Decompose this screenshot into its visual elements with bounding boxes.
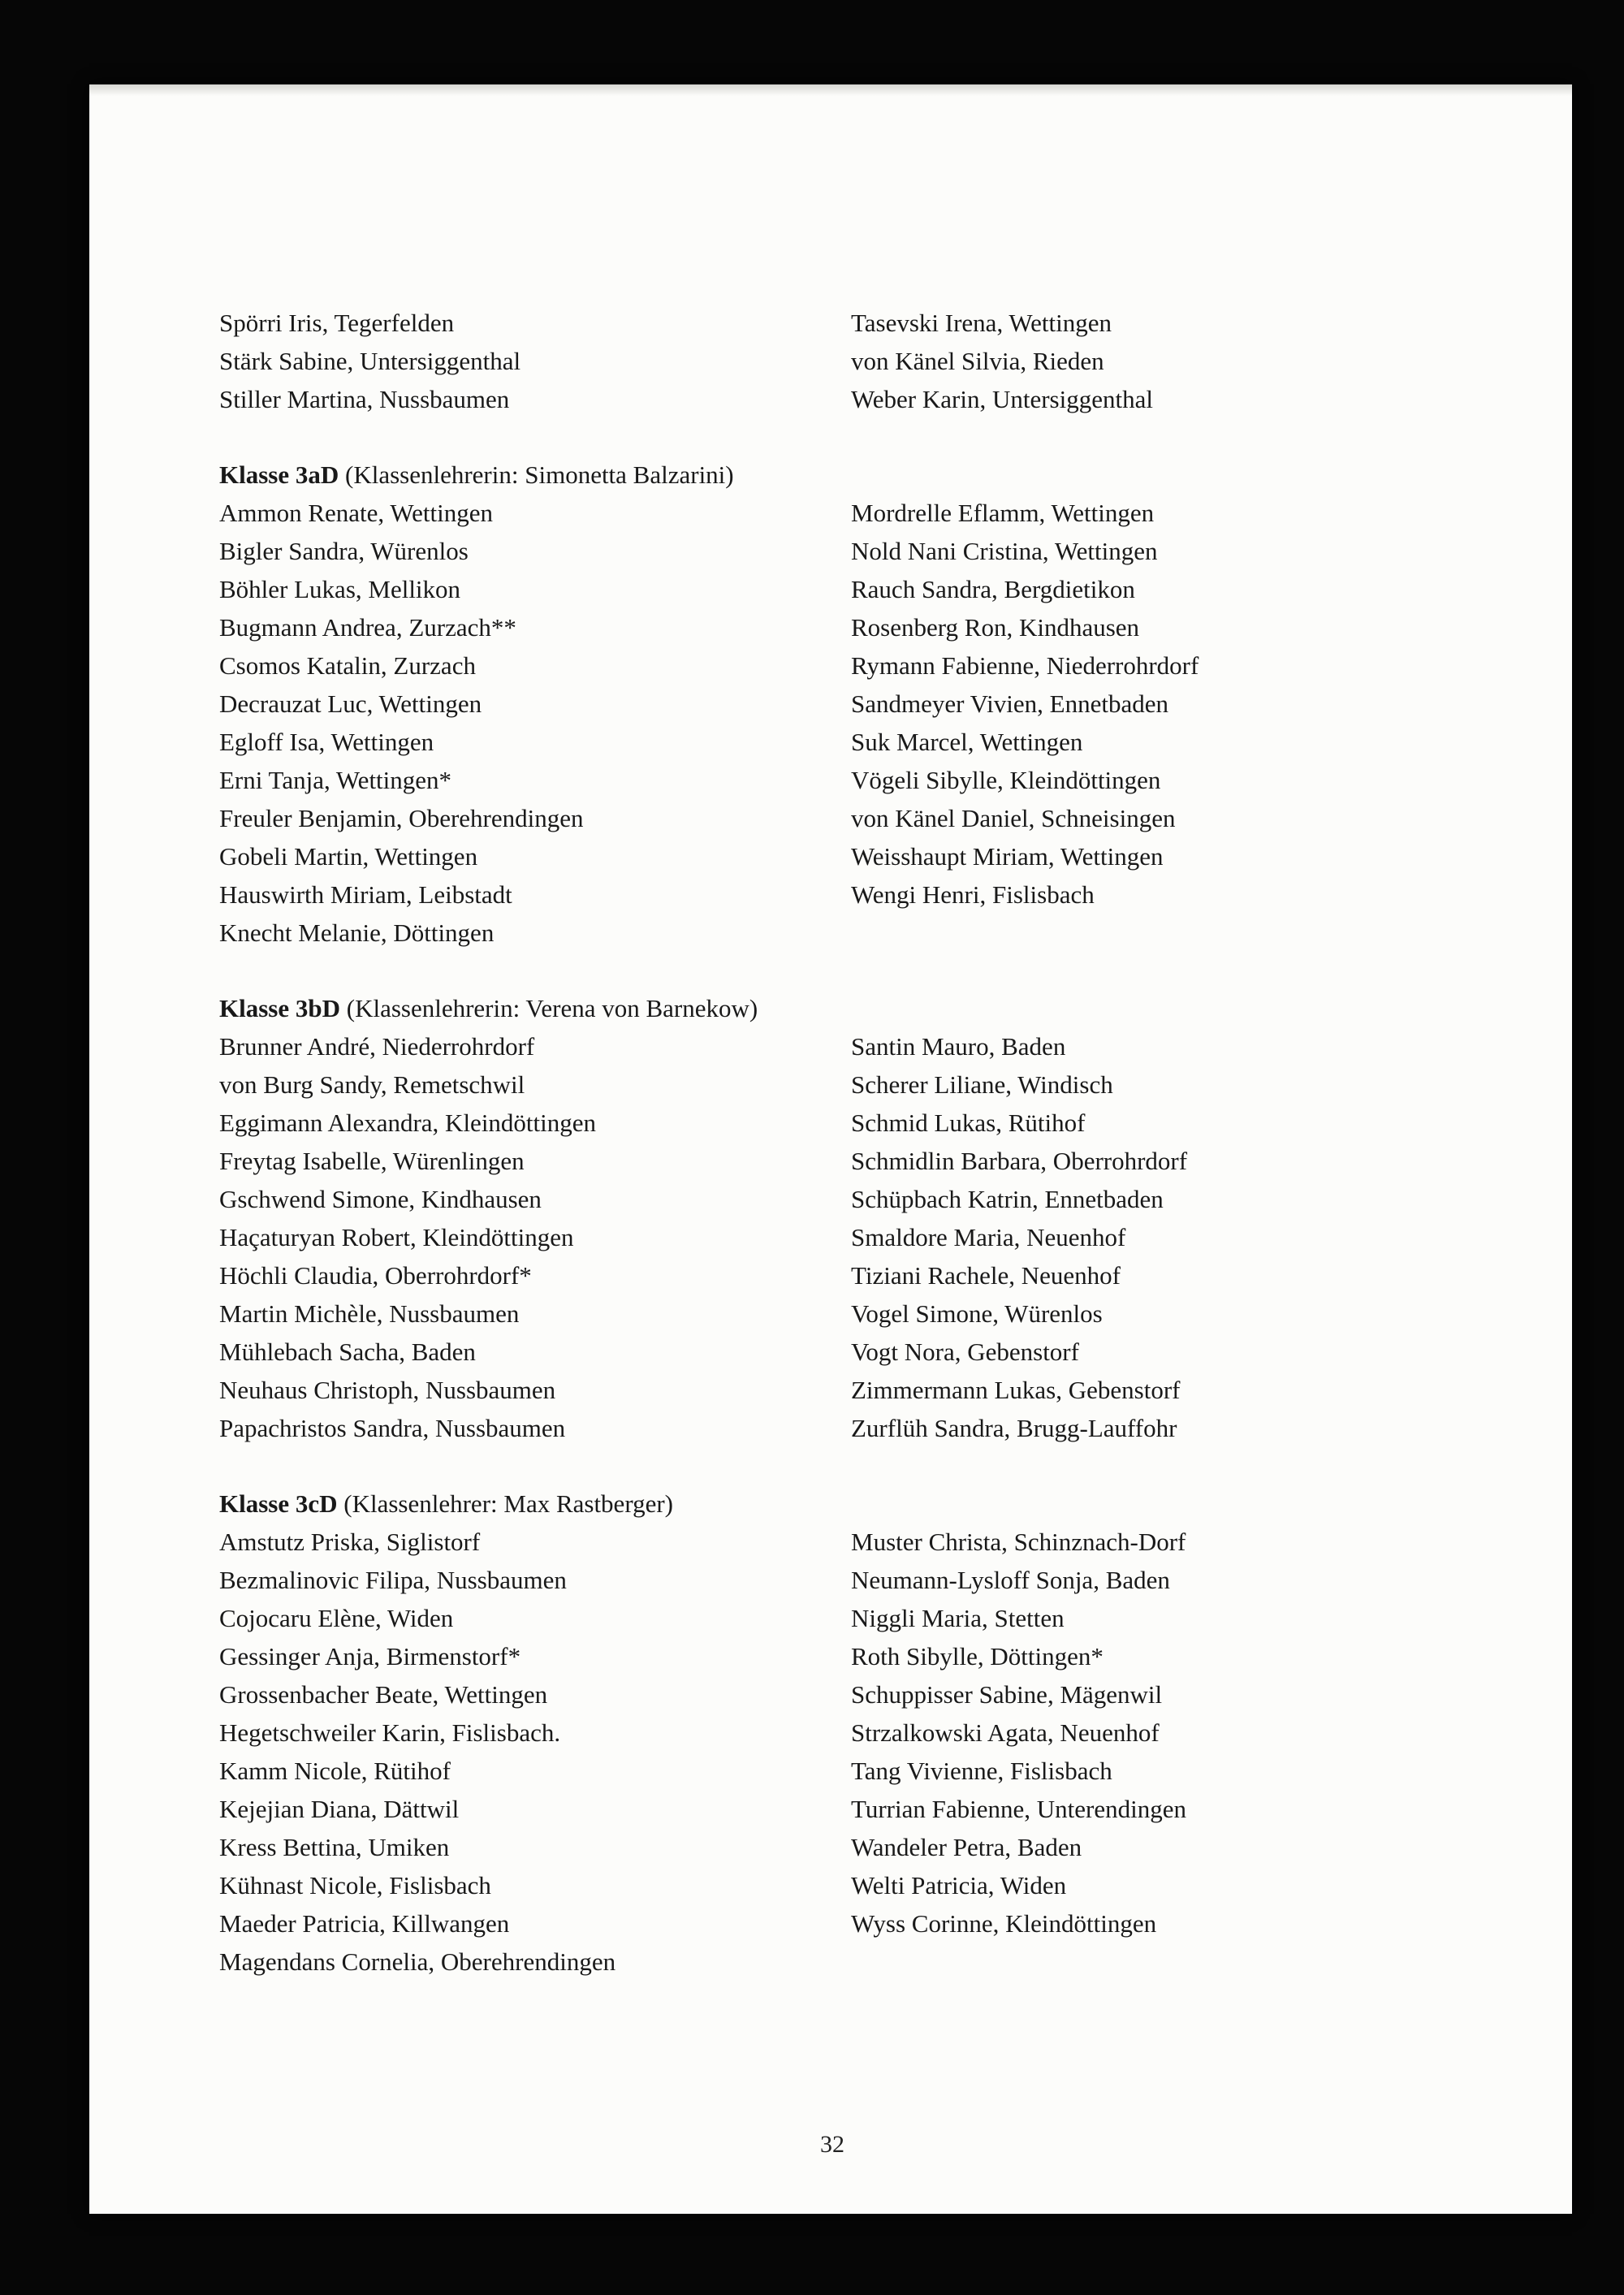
list-item: Mordrelle Eflamm, Wettingen bbox=[851, 499, 1155, 527]
section-header bbox=[219, 989, 1445, 1027]
name-list-column bbox=[219, 1027, 851, 1447]
section-teacher: (Klassenlehrer: Max Rastberger) bbox=[337, 1489, 673, 1518]
list-item: Vogel Simone, Würenlos bbox=[851, 1299, 1103, 1328]
list-item: Rymann Fabienne, Niederrohrdorf bbox=[851, 651, 1199, 680]
list-item: Niggli Maria, Stetten bbox=[851, 1604, 1065, 1632]
name-list-column bbox=[851, 304, 1445, 418]
class-section bbox=[219, 989, 1445, 1447]
section-teacher: (Klassenlehrerin: Simonetta Balzarini) bbox=[339, 460, 734, 489]
name-list-column bbox=[851, 494, 1445, 914]
list-item: Weber Karin, Untersiggenthal bbox=[851, 385, 1153, 413]
list-item: Rauch Sandra, Bergdietikon bbox=[851, 575, 1135, 603]
list-item: Wandeler Petra, Baden bbox=[851, 1833, 1082, 1861]
name-list-column bbox=[851, 1523, 1445, 1943]
list-item: Hauswirth Miriam, Leibstadt bbox=[219, 880, 512, 909]
list-item: Mühlebach Sacha, Baden bbox=[219, 1338, 476, 1366]
list-item: Bugmann Andrea, Zurzach** bbox=[219, 613, 516, 642]
list-item: Kejejian Diana, Dättwil bbox=[219, 1795, 460, 1823]
list-item: Schmidlin Barbara, Oberrohrdorf bbox=[851, 1147, 1188, 1175]
list-item: Zimmermann Lukas, Gebenstorf bbox=[851, 1376, 1181, 1404]
list-item: Bigler Sandra, Würenlos bbox=[219, 537, 469, 565]
list-item: Freytag Isabelle, Würenlingen bbox=[219, 1147, 525, 1175]
list-item: Santin Mauro, Baden bbox=[851, 1032, 1066, 1061]
list-item: Hegetschweiler Karin, Fislisbach. bbox=[219, 1718, 561, 1747]
list-item: Stärk Sabine, Untersiggenthal bbox=[219, 347, 521, 375]
page-content bbox=[219, 304, 1445, 2163]
list-item: Weisshaupt Miriam, Wettingen bbox=[851, 842, 1164, 871]
list-item: Roth Sibylle, Döttingen* bbox=[851, 1642, 1104, 1670]
list-item: Kühnast Nicole, Fislisbach bbox=[219, 1871, 491, 1900]
list-item: Magendans Cornelia, Oberehrendingen bbox=[219, 1947, 616, 1976]
list-item: Nold Nani Cristina, Wettingen bbox=[851, 537, 1158, 565]
list-item: Martin Michèle, Nussbaumen bbox=[219, 1299, 520, 1328]
list-item: Vögeli Sibylle, Kleindöttingen bbox=[851, 766, 1161, 794]
list-item: Wengi Henri, Fislisbach bbox=[851, 880, 1095, 909]
list-item: von Känel Silvia, Rieden bbox=[851, 347, 1104, 375]
list-item: Cojocaru Elène, Widen bbox=[219, 1604, 454, 1632]
name-list-column bbox=[851, 1027, 1445, 1447]
list-item: Böhler Lukas, Mellikon bbox=[219, 575, 461, 603]
list-item: Vogt Nora, Gebenstorf bbox=[851, 1338, 1079, 1366]
list-item: von Känel Daniel, Schneisingen bbox=[851, 804, 1176, 832]
list-item: Schmid Lukas, Rütihof bbox=[851, 1109, 1086, 1137]
name-list-column bbox=[219, 304, 851, 418]
list-item: Tiziani Rachele, Neuenhof bbox=[851, 1261, 1121, 1290]
list-item: Suk Marcel, Wettingen bbox=[851, 728, 1083, 756]
section-columns bbox=[219, 494, 1445, 952]
list-item: Stiller Martina, Nussbaumen bbox=[219, 385, 510, 413]
list-item: Scherer Liliane, Windisch bbox=[851, 1070, 1113, 1099]
document-page bbox=[89, 84, 1572, 2214]
list-item: Papachristos Sandra, Nussbaumen bbox=[219, 1414, 566, 1442]
list-item: Schüpbach Katrin, Ennetbaden bbox=[851, 1185, 1164, 1213]
section-title: Klasse 3bD bbox=[219, 994, 340, 1022]
list-item: Wyss Corinne, Kleindöttingen bbox=[851, 1909, 1157, 1938]
intro-columns bbox=[219, 304, 1445, 418]
list-item: Gschwend Simone, Kindhausen bbox=[219, 1185, 542, 1213]
sections-container bbox=[219, 456, 1445, 1981]
list-item: Erni Tanja, Wettingen* bbox=[219, 766, 452, 794]
list-item: Neuhaus Christoph, Nussbaumen bbox=[219, 1376, 556, 1404]
list-item: Haçaturyan Robert, Kleindöttingen bbox=[219, 1223, 574, 1251]
list-item: Maeder Patricia, Killwangen bbox=[219, 1909, 510, 1938]
list-item: Spörri Iris, Tegerfelden bbox=[219, 309, 455, 337]
list-item: Ammon Renate, Wettingen bbox=[219, 499, 494, 527]
list-item: Strzalkowski Agata, Neuenhof bbox=[851, 1718, 1160, 1747]
list-item: Kress Bettina, Umiken bbox=[219, 1833, 450, 1861]
list-item: Knecht Melanie, Döttingen bbox=[219, 918, 495, 947]
list-item: Csomos Katalin, Zurzach bbox=[219, 651, 476, 680]
list-item: Brunner André, Niederrohrdorf bbox=[219, 1032, 535, 1061]
list-item: von Burg Sandy, Remetschwil bbox=[219, 1070, 525, 1099]
list-item: Amstutz Priska, Siglistorf bbox=[219, 1528, 481, 1556]
list-item: Smaldore Maria, Neuenhof bbox=[851, 1223, 1126, 1251]
list-item: Neumann-Lysloff Sonja, Baden bbox=[851, 1566, 1170, 1594]
list-item: Decrauzat Luc, Wettingen bbox=[219, 689, 482, 718]
list-item: Freuler Benjamin, Oberehrendingen bbox=[219, 804, 584, 832]
section-columns bbox=[219, 1027, 1445, 1447]
list-item: Gobeli Martin, Wettingen bbox=[219, 842, 478, 871]
list-item: Welti Patricia, Widen bbox=[851, 1871, 1067, 1900]
section-columns bbox=[219, 1523, 1445, 1981]
section-header bbox=[219, 456, 1445, 494]
section-title: Klasse 3aD bbox=[219, 460, 339, 489]
class-section bbox=[219, 456, 1445, 952]
list-item: Sandmeyer Vivien, Ennetbaden bbox=[851, 689, 1168, 718]
list-item: Muster Christa, Schinznach-Dorf bbox=[851, 1528, 1186, 1556]
section-header bbox=[219, 1485, 1445, 1523]
list-item: Tasevski Irena, Wettingen bbox=[851, 309, 1112, 337]
list-item: Tang Vivienne, Fislisbach bbox=[851, 1757, 1112, 1785]
name-list-column bbox=[219, 494, 851, 952]
list-item: Kamm Nicole, Rütihof bbox=[219, 1757, 451, 1785]
section-teacher: (Klassenlehrerin: Verena von Barnekow) bbox=[340, 994, 758, 1022]
list-item: Grossenbacher Beate, Wettingen bbox=[219, 1680, 548, 1709]
list-item: Schuppisser Sabine, Mägenwil bbox=[851, 1680, 1163, 1709]
class-section bbox=[219, 1485, 1445, 1981]
list-item: Egloff Isa, Wettingen bbox=[219, 728, 434, 756]
list-item: Rosenberg Ron, Kindhausen bbox=[851, 613, 1140, 642]
page-number: 32 bbox=[820, 2131, 844, 2158]
list-item: Zurflüh Sandra, Brugg-Lauffohr bbox=[851, 1414, 1177, 1442]
list-item: Turrian Fabienne, Unterendingen bbox=[851, 1795, 1186, 1823]
list-item: Eggimann Alexandra, Kleindöttingen bbox=[219, 1109, 597, 1137]
list-item: Gessinger Anja, Birmenstorf* bbox=[219, 1642, 521, 1670]
section-title: Klasse 3cD bbox=[219, 1489, 338, 1518]
list-item: Höchli Claudia, Oberrohrdorf* bbox=[219, 1261, 532, 1290]
name-list-column bbox=[219, 1523, 851, 1981]
list-item: Bezmalinovic Filipa, Nussbaumen bbox=[219, 1566, 567, 1594]
